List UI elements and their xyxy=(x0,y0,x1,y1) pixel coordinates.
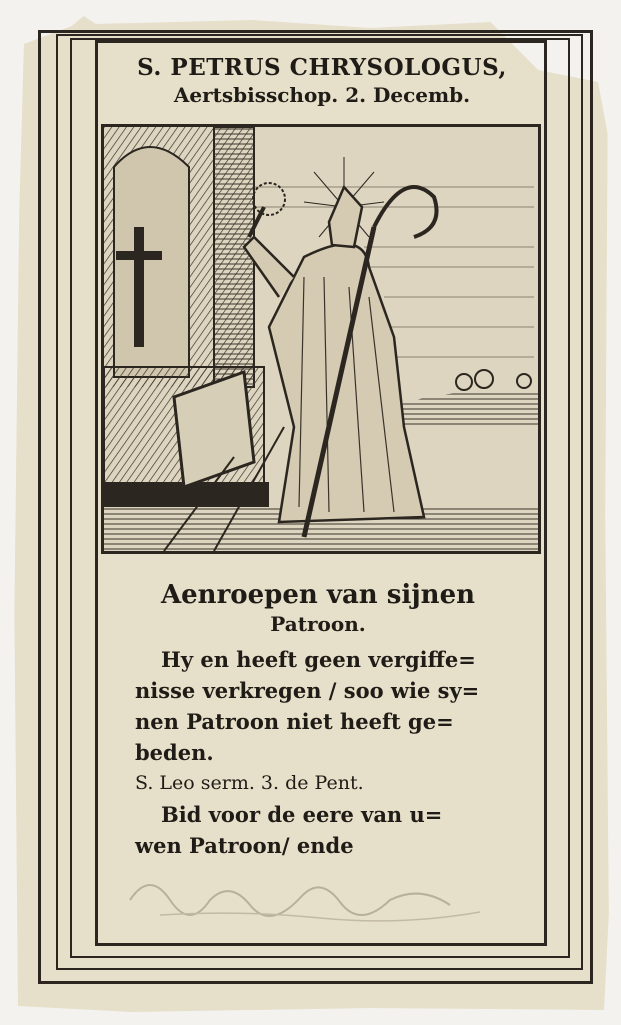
feast-date: Aertsbisschop. 2. Decemb. xyxy=(173,83,471,107)
text-panel xyxy=(101,548,535,940)
closing-line: wen Patroon/ ende xyxy=(135,833,354,858)
body-line: beden. xyxy=(135,740,214,765)
body-line: nisse verkregen / soo wie sy= xyxy=(135,678,480,703)
text-heading: Aenroepen van sijnen xyxy=(160,580,476,610)
text-subheading: Patroon. xyxy=(270,612,366,636)
text-body xyxy=(135,644,517,861)
scripture-reference: S. Leo serm. 3. de Pent. xyxy=(135,772,364,794)
saint-name: S. PETRUS CHRYSOLOGUS, xyxy=(137,54,507,81)
title-block xyxy=(102,44,542,120)
closing-line: Bid voor de eere van u= xyxy=(161,802,443,827)
body-line: nen Patroon niet heeft ge= xyxy=(135,709,454,734)
woodcut-illustration xyxy=(101,124,541,554)
body-line: Hy en heeft geen vergiffe= xyxy=(161,647,476,672)
woodcut-drawing xyxy=(104,127,538,551)
